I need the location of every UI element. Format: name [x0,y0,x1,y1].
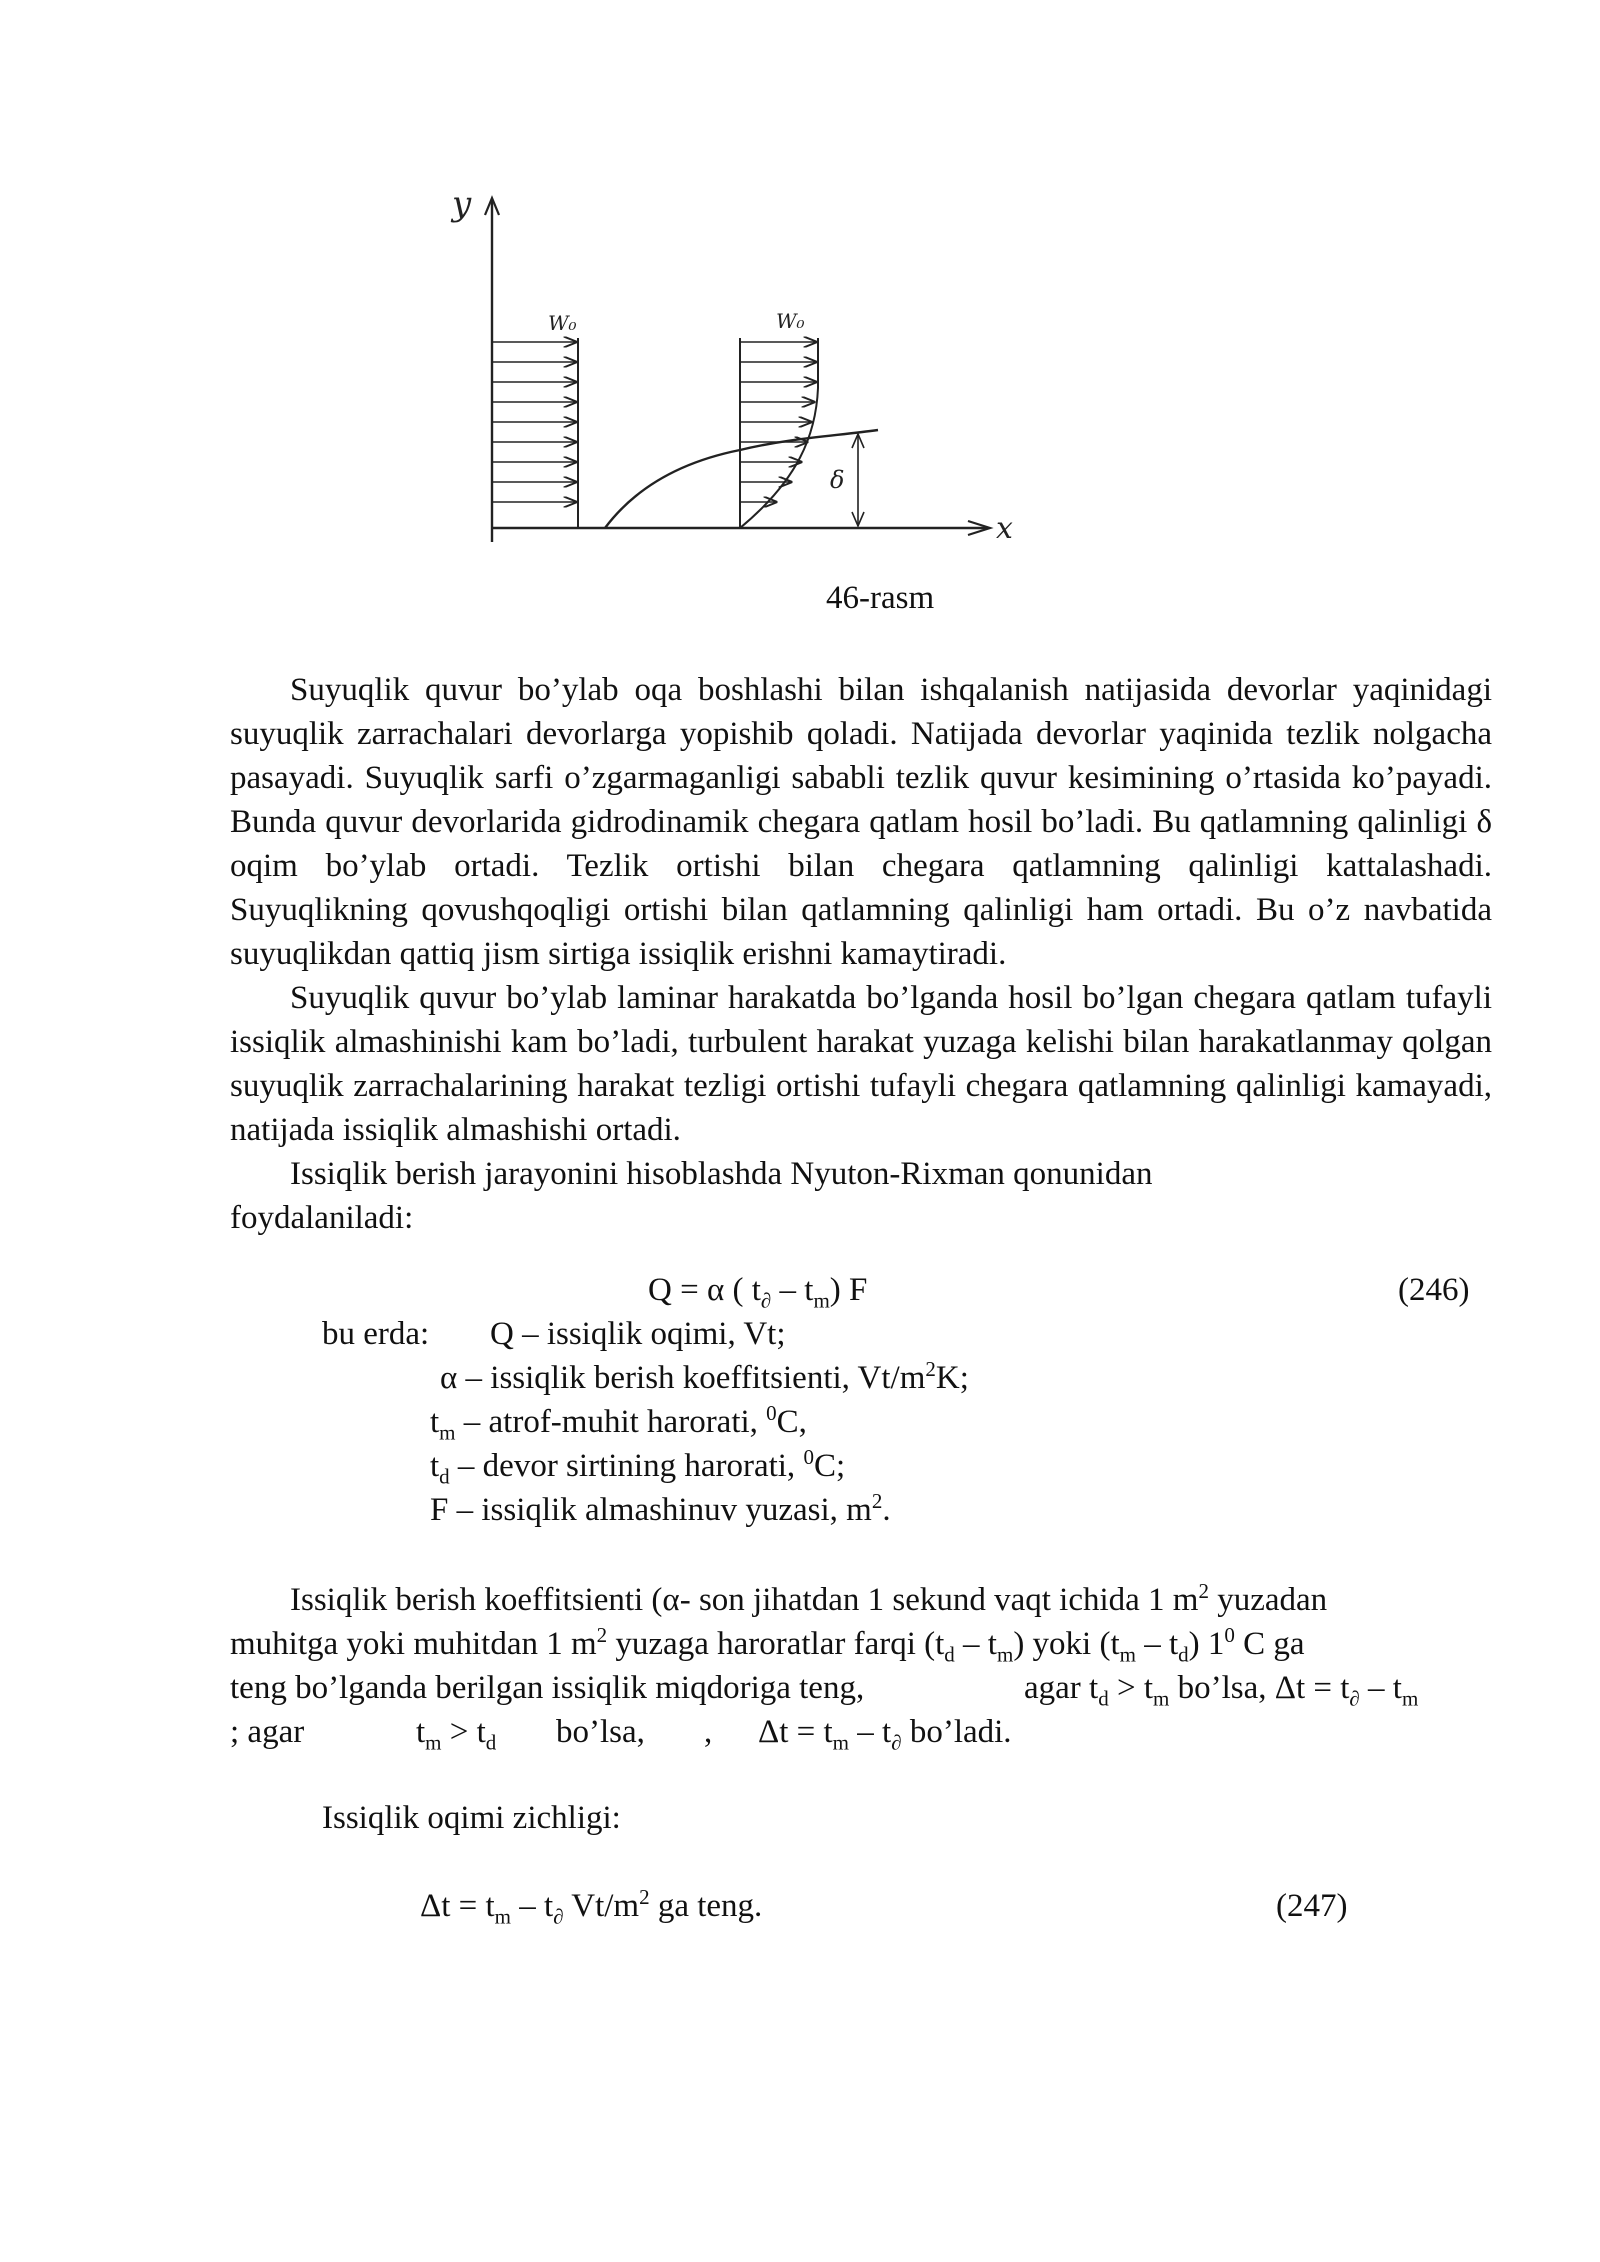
delta-label: δ [830,466,845,494]
body-text [230,668,1492,1240]
figure-caption: 46-rasm [826,580,935,616]
coef-line-4c: bo’lsa, [556,1714,645,1750]
paragraph-boundary-layer: Suyuqlik quvur bo’ylab oqa boshlashi bilan ishqalanish natijasida devorlar yaqinidagi suyuqlik zarrachalari devorlarga yopishib qoladi. Natijada devorlar yaqinida tezlik nolgacha pasayadi. Suyuqlik sarfi o’zgarmaganligi sababli tezlik quvur kesimining o’rtasida ko’payadi. Bunda quvur devorlarida gidrodinamik chegara qatlam hosil bo’ladi. Bu qatlamning qalinligi δ oqim bo’ylab ortadi. Tezlik ortishi bilan chegara qatlamning qalinligi kattalashadi. Suyuqlikning qovushqoqligi ortishi bilan qatlamning qalinligi ham ortadi. Bu o’z navbatida suyuqlikdan qattiq jism sirtiga issiqlik erishni kamaytiradi. [230,672,1492,972]
right-profile-arrows [740,342,816,502]
boundary-layer-diagram [430,170,1030,550]
figure-boundary-layer [430,170,1030,550]
density-title: Issiqlik oqimi zichligi: [322,1800,621,1836]
paragraph-laminar-turbulent: Suyuqlik quvur bo’ylab laminar harakatda bo’lganda hosil bo’lgan chegara qatlam tufayli issiqlik almashinishi kam bo’ladi, turbulent harakat yuzaga kelishi bilan harakatlanmay qolgan suyuqlik zarrachalarining harakat tezligi ortishi tufayli chegara qatlamning qalinligi kamayadi, natijada issiqlik almashishi ortadi. [230,980,1492,1148]
where-q: Q – issiqlik oqimi, Vt; [490,1316,786,1352]
equation-number-246: (246) [1398,1272,1470,1308]
equation-number-247: (247) [1276,1888,1348,1924]
right-profile-curve [740,338,818,528]
intro-line-2: foydalaniladi: [230,1200,414,1236]
x-axis-label: x [996,511,1013,546]
where-td: $t_d$ – devor sirtining harorati, $^0$C; [430,1445,846,1489]
coef-line-4e: $\Delta t = t_m - t_\partial$ bo’ladi. [758,1714,1012,1755]
equation-246: Q = α ( $t_\partial - t_m$) F [648,1272,868,1313]
where-tm: $t_m$ – atrof-muhit harorati, $^0$C, [430,1401,807,1445]
where-f: F – issiqlik almashinuv yuzasi, $m^2$. [430,1489,891,1528]
where-alpha: α – issiqlik berish koeffitsienti, $Vt/m^2K$; [440,1357,969,1396]
coef-line-3b: agar $t_d > t_m$ bo’lsa, $\Delta t = t_\partial - t_m$ [1024,1670,1419,1711]
w0-right-label: W₀ [776,309,805,333]
coef-line-4d: , [704,1714,713,1750]
equation-247: $\Delta t = t_m - t_\partial$ $Vt/m^2$ ga teng. [420,1885,763,1929]
left-profile-arrows [492,342,576,502]
coef-line-1: Issiqlik berish koeffitsienti (α- son jihatdan 1 sekund vaqt ichida 1 $m^2$ yuzadan [290,1579,1328,1618]
intro-line-1: Issiqlik berish jarayonini hisoblashda Nyuton-Rixman qonunidan [290,1156,1153,1192]
coef-line-4a: ; agar [230,1714,305,1750]
coef-line-3a: teng bo’lganda berilgan issiqlik miqdoriga teng, [230,1670,865,1706]
w0-left-label: W₀ [548,311,577,335]
y-axis-label: y [452,184,472,224]
coef-line-2: muhitga yoki muhitdan 1 $m^2$ yuzaga haroratlar farqi $(t_d - t_m)$ yoki $(t_m - t_d)$ $1^0$ C ga [230,1623,1305,1667]
where-lead: bu erda: [322,1316,430,1352]
coef-line-4b: $t_m > t_d$ [416,1714,497,1755]
